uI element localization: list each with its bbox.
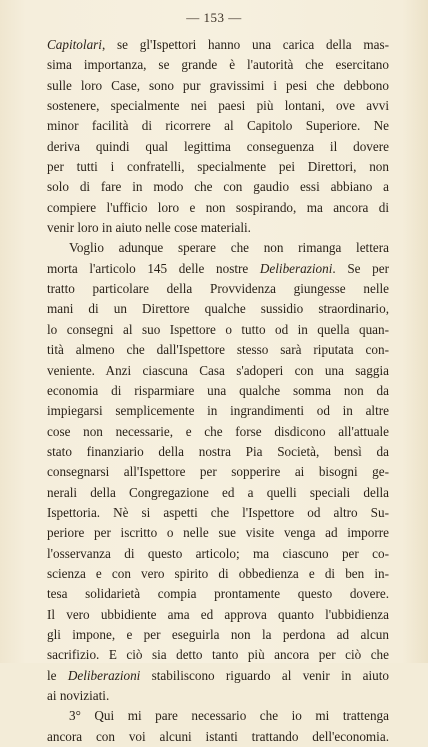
text-line <box>47 727 389 747</box>
text-segment: gli impone, e per eseguirla non la perdona ad alcun <box>47 626 389 642</box>
text-line <box>47 442 389 462</box>
text-line <box>47 299 389 319</box>
text-line <box>47 157 389 177</box>
text-segment: impiegarsi semplicemente in ingrandimenti od in altre <box>47 403 389 419</box>
text-segment: consegnarsi all'Ispettore per sopperire ai bisogni ge- <box>47 464 389 480</box>
text-segment: . Se per <box>332 260 389 276</box>
italic-text: Deliberazioni <box>67 667 141 683</box>
text-segment: le <box>47 667 68 683</box>
text-segment: mani di un Direttore qualche sussidio straordinario, <box>47 301 389 317</box>
text-line <box>47 198 389 218</box>
italic-text: Capitolari <box>47 37 102 52</box>
text-line <box>47 381 389 401</box>
text-segment: periore per iscritto o nelle sue visite venga ad imporre <box>47 525 389 541</box>
text-line <box>47 35 389 55</box>
text-line <box>47 361 389 381</box>
text-segment: solo di fare in modo che con gaudio essi abbiano a <box>47 179 389 195</box>
text-segment: ancora con voi alcuni istanti trattando dell'economia. <box>47 728 389 744</box>
text-line <box>47 55 389 75</box>
page-number: — 153 — <box>186 10 242 25</box>
text-line <box>47 706 389 726</box>
text-line <box>47 666 389 686</box>
text-line <box>47 177 389 197</box>
text-segment: 3° Qui mi pare necessario che io mi trattenga <box>69 708 389 724</box>
text-line <box>47 483 389 503</box>
text-segment: Ispettoria. Nè si aspetti che l'Ispettore od altro Su- <box>47 504 389 520</box>
text-line <box>47 523 389 543</box>
text-segment: l'osservanza di questo articolo; ma ciascuno per co- <box>47 545 389 561</box>
text-segment: per tutti i confratelli, specialmente pei Direttori, non <box>47 159 389 175</box>
text-line <box>47 625 389 645</box>
text-segment: ai noviziati. <box>47 688 110 703</box>
text-segment: stabiliscono riguardo al venir in aiuto <box>140 667 389 683</box>
text-segment: tesa solidarietà compia prontamente questo dovere. <box>47 586 389 602</box>
text-line <box>47 503 389 523</box>
text-line <box>47 96 389 116</box>
text-line <box>47 422 389 442</box>
text-segment: tratto particolare della Provvidenza giungesse nelle <box>47 281 389 297</box>
text-line <box>47 401 389 421</box>
text-segment: morta l'articolo 145 delle nostre <box>47 260 260 276</box>
text-segment: venir loro in aiuto nelle cose materiali. <box>47 220 251 236</box>
text-segment: sima importanza, se grande è l'autorità che esercitano <box>47 57 389 73</box>
text-segment: cose non necessarie, e che forse disdicono all'attuale <box>47 423 389 439</box>
text-line <box>47 584 389 604</box>
text-line <box>47 462 389 482</box>
text-line <box>47 686 389 706</box>
text-segment: Il vero ubbidiente ama ed approva quanto l'ubbidienza <box>47 606 389 622</box>
text-segment: lo consegni al suo Ispettore o tutto od in quella quan- <box>47 321 389 337</box>
text-line <box>47 76 389 96</box>
text-segment: nerali della Congregazione ed a quelli speciali della <box>47 484 389 500</box>
text-segment: veniente. Anzi ciascuna Casa s'adoperi con una saggia <box>47 362 389 378</box>
text-line <box>47 279 389 299</box>
text-line <box>47 564 389 584</box>
text-line <box>47 320 389 340</box>
body-text <box>47 35 389 747</box>
text-segment: economia di risparmiare una qualche somma non da <box>47 382 389 398</box>
text-line <box>47 238 389 258</box>
text-segment: sostenere, specialmente nei paesi più lontani, ove avvi <box>47 98 389 114</box>
text-line <box>47 116 389 136</box>
text-line <box>47 340 389 360</box>
text-segment: scienza e con vero spirito di obbedienza e di ben in- <box>47 565 389 581</box>
text-line <box>47 259 389 279</box>
text-line <box>47 137 389 157</box>
text-segment: sacrifizio. E ciò sia detto tanto più ancora per ciò che <box>47 647 389 663</box>
text-segment: compiere l'ufficio loro e non sospirando, ma ancora di <box>47 199 389 215</box>
italic-text: Deliberazioni <box>259 260 333 276</box>
text-segment: sulle loro Case, sono pur gravissimi i pesi che debbono <box>47 77 389 93</box>
text-segment: stato finanziario della nostra Pia Società, bensì da <box>47 443 389 459</box>
text-line <box>47 605 389 625</box>
text-segment: Voglio adunque sperare che non rimanga lettera <box>69 240 389 256</box>
text-segment: deriva quindi qual legittima conseguenza il dovere <box>47 138 389 154</box>
text-segment: minor facilità di ricorrere al Capitolo Superiore. Ne <box>47 118 389 134</box>
text-line <box>47 218 389 238</box>
text-segment: , se gl'Ispettori hanno una carica della mas- <box>101 37 389 52</box>
text-segment: tità almeno che dall'Ispettore stesso sarà riputata con- <box>47 342 389 358</box>
text-line <box>47 544 389 564</box>
